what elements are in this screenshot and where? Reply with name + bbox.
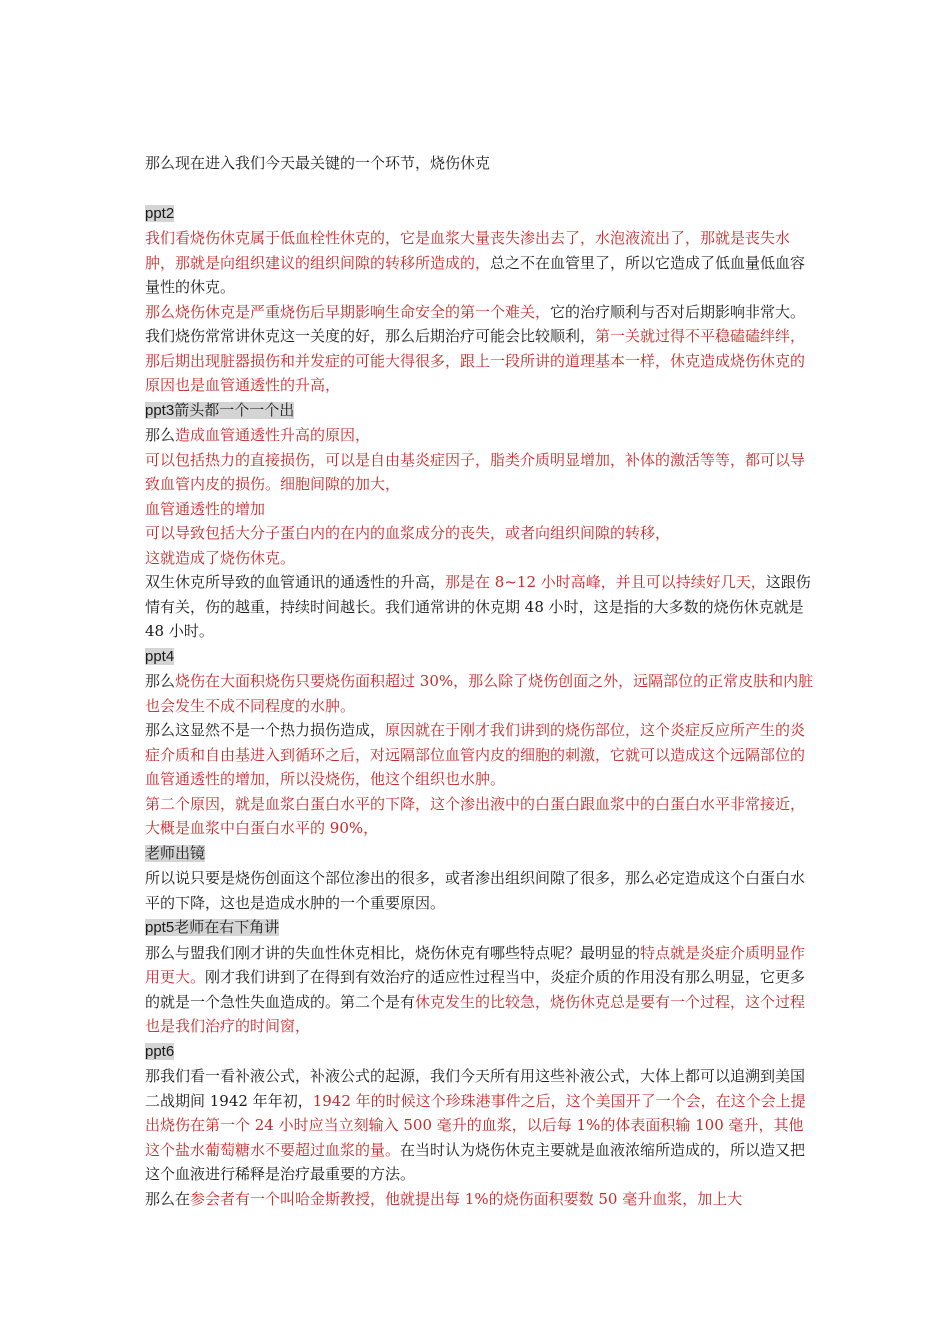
paragraph: 那么这显然不是一个热力损伤造成，原因就在于刚才我们讲到的烧伤部位，这个炎症反应所产生的炎症介质和自由基进入到循环之后，对远隔部位血管内皮的细胞的刺激，它就可以造成这个远隔部位的血管通透性的增加，所以没烧伤，他这个组织也水肿。 (145, 721, 806, 788)
section-ppt4 (145, 644, 815, 670)
ppt3-tag-note: 箭头都一个一个出 (174, 401, 295, 419)
paragraph: 血管通透性的增加 (145, 499, 266, 518)
paragraph: 所以说只要是烧伤创面这个部位渗出的很多，或者渗出组织间隙了很多，那么必定造成这个白蛋白水平的下降，这也是造成水肿的一个重要原因。 (145, 869, 806, 912)
section-ppt2 (145, 201, 815, 227)
ppt5-tag-note: 老师在右下角讲 (174, 919, 280, 936)
ppt4-tag: ppt4 (145, 647, 175, 665)
paragraph: 双生休克所导致的血管通讯的通透性的升高，那是在 8~12 小时高峰，并且可以持续好几天，这跟伤情有关，伤的越重，持续时间越长。我们通常讲的休克期 48 小时，这是指的大多数的烧伤休克就是 48 小时。 (145, 573, 811, 640)
ppt6-tag: ppt6 (145, 1042, 175, 1060)
section-ppt5 (145, 915, 815, 941)
ppt3-tag: ppt3 (145, 401, 175, 419)
document-body (145, 151, 815, 1211)
section-teacher (145, 841, 815, 867)
section-ppt6 (145, 1039, 815, 1065)
paragraph: 那么在参会者有一个叫哈金斯教授，他就提出每 1%的烧伤面积要数 50 毫升血浆，加上大 (145, 1189, 743, 1208)
paragraph: 第二个原因，就是血浆白蛋白水平的下降，这个渗出液中的白蛋白跟血浆中的白蛋白水平非常接近，大概是血浆中白蛋白水平的 90%， (145, 794, 806, 837)
paragraph: 可以导致包括大分子蛋白内的在内的血浆成分的丧失，或者向组织间隙的转移， (145, 524, 671, 542)
paragraph: 我们看烧伤休克属于低血栓性休克的，它是血浆大量丧失渗出去了，水泡液流出了，那就是丧失水肿，那就是向组织建议的组织间隙的转移所造成的，总之不在血管里了，所以它造成了低血量低血容量性的休克。 (145, 229, 806, 296)
section-ppt3 (145, 398, 815, 424)
paragraph: 那么烧伤休克是严重烧伤后早期影响生命安全的第一个难关，它的治疗顺利与否对后期影响非常大。我们烧伤常常讲休克这一关度的好，那么后期治疗可能会比较顺利，第一关就过得不平稳磕磕绊绊，那后期出现脏器损伤和并发症的可能大得很多，跟上一段所讲的道理基本一样，休克造成烧伤休克的原因也是血管通透性的升高， (145, 302, 806, 394)
teacher-tag: 老师出镜 (145, 844, 206, 862)
paragraph: 那么造成血管通透性升高的原因， (145, 426, 371, 444)
ppt5-tag: ppt5 (145, 919, 175, 936)
paragraph: 可以包括热力的直接损伤，可以是自由基炎症因子，脂类介质明显增加，补体的激活等等，都可以导致血管内皮的损伤。细胞间隙的加大， (145, 450, 806, 493)
paragraph: 那么烧伤在大面积烧伤只要烧伤面积超过 30%，那么除了烧伤创面之外，远隔部位的正常皮肤和内脏也会发生不成不同程度的水肿。 (145, 672, 814, 715)
paragraph: 那么与盟我们刚才讲的失血性休克相比，烧伤休克有哪些特点呢？最明显的特点就是炎症介质明显作用更大。刚才我们讲到了在得到有效治疗的适应性过程当中，炎症介质的作用没有那么明显，它更多的就是一个急性失血造成的。第二个是有休克发生的比较急，烧伤休克总是要有一个过程，这个过程也是我们治疗的时间窗， (145, 943, 806, 1035)
blank-line (145, 176, 815, 201)
ppt2-tag: ppt2 (145, 204, 175, 222)
paragraph: 那我们看一看补液公式，补液公式的起源，我们今天所有用这些补液公式，大体上都可以追溯到美国二战期间 1942 年年初，1942 年的时候这个珍珠港事件之后，这个美国开了一个会，在这个会上提出烧伤在第一个 24 小时应当立刻输入 500 毫升的血浆，以后每 1%的体表面积输 100 毫升，其他这个盐水葡萄糖水不要超过血浆的量。在当时认为烧伤休克主要就是血液浓缩所造成的，所以造又把这个血液进行稀释是治疗最重要的方法。 (145, 1067, 806, 1183)
intro-line: 那么现在进入我们今天最关键的一个环节，烧伤休克 (145, 154, 491, 172)
paragraph: 这就造成了烧伤休克。 (145, 548, 296, 567)
